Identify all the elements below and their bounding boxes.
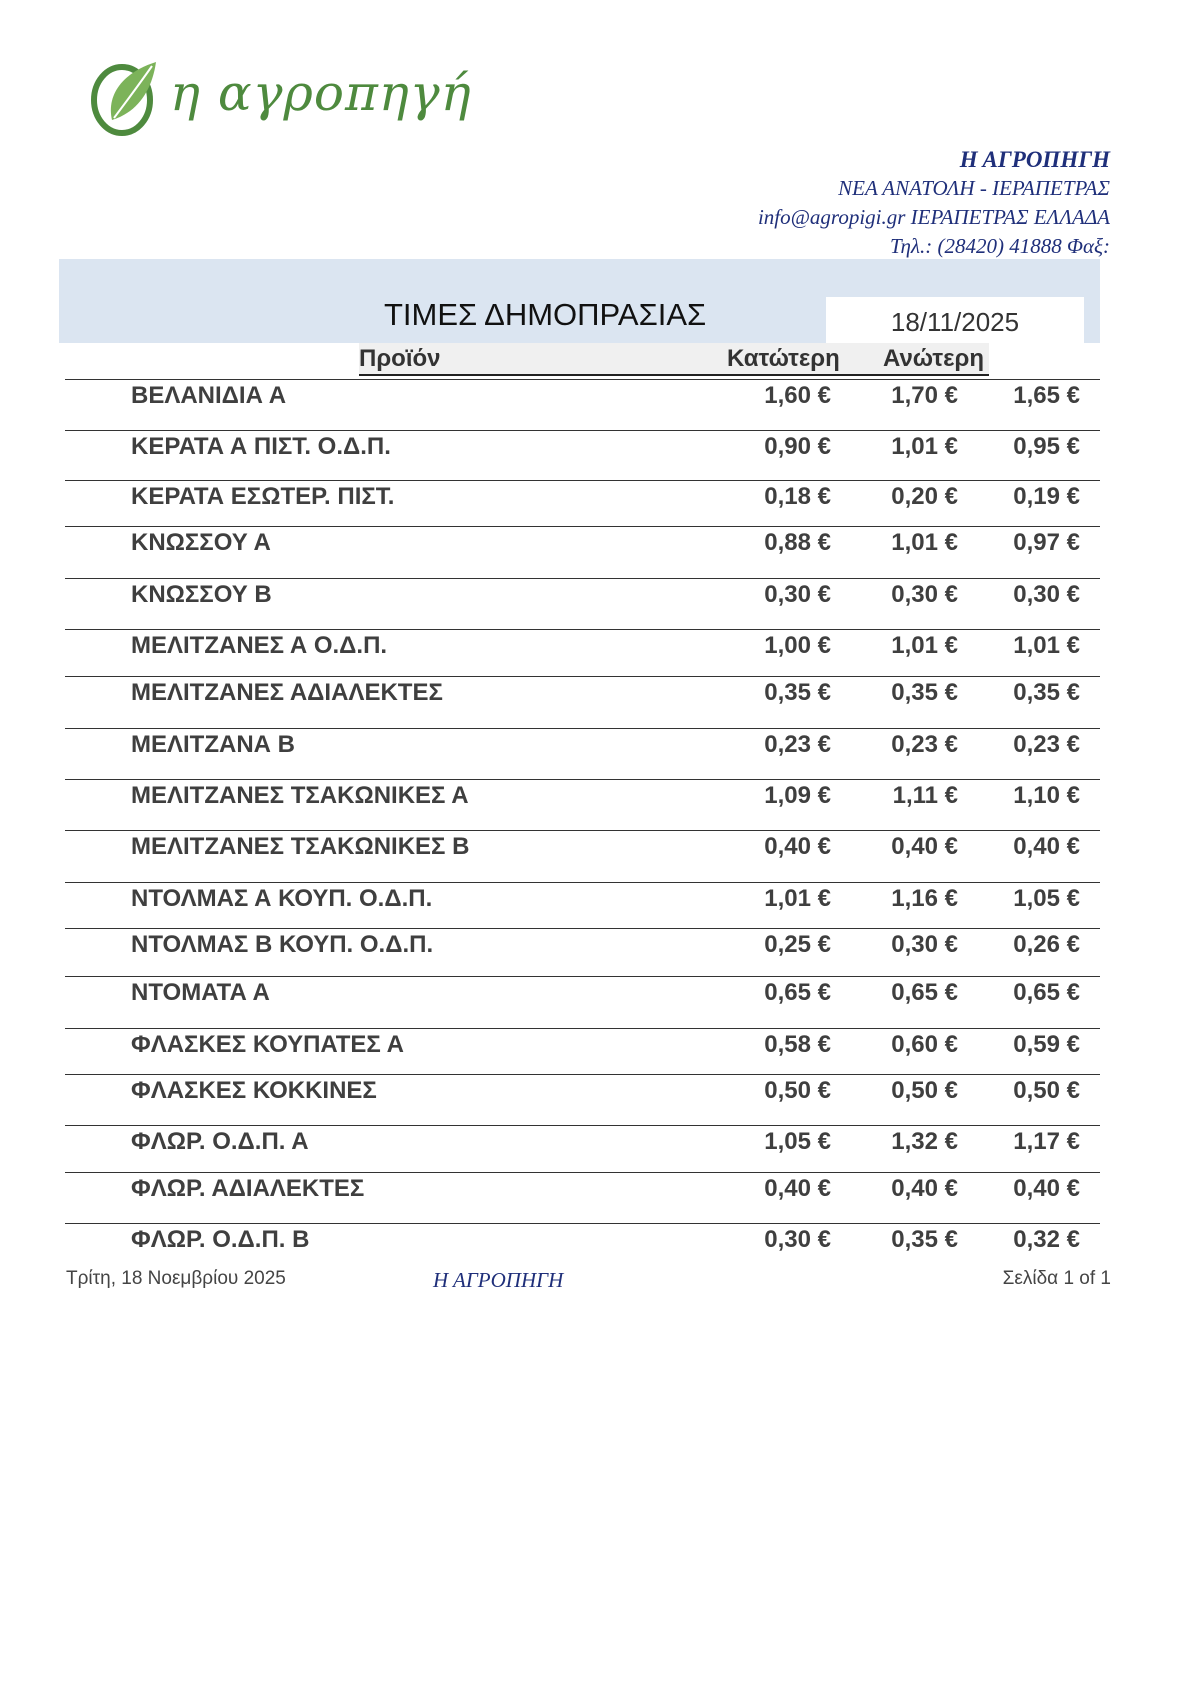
table-row [65,676,1100,729]
company-email: info@agropigi.gr ΙΕΡΑΠΕΤΡΑΣ ΕΛΛΑΔΑ [757,205,1110,229]
table-row [65,1223,1100,1268]
high-price: 0,30 € [891,931,958,958]
low-price: 0,25 € [764,931,831,958]
low-price: 1,60 € [764,382,831,409]
product-name: ΜΕΛΙΤΖΑΝΕΣ ΤΣΑΚΩΝΙΚΕΣ Β [131,833,470,860]
table-row [65,526,1100,579]
product-name: ΦΛΑΣΚΕΣ ΚΟΥΠΑΤΕΣ Α [131,1031,404,1058]
high-price: 0,50 € [891,1077,958,1104]
product-name: ΦΛΩΡ. Ο.Δ.Π. Β [131,1226,310,1253]
low-price: 0,30 € [764,581,831,608]
table-row [65,779,1100,831]
average-price: 0,50 € [1013,1077,1080,1104]
high-price: 0,60 € [891,1031,958,1058]
product-name: ΜΕΛΙΤΖΑΝΑ Β [131,731,295,758]
leaf-icon [86,54,166,140]
average-price: 0,23 € [1013,731,1080,758]
product-name: ΚΕΡΑΤΑ Α ΠΙΣΤ. Ο.Δ.Π. [131,433,391,460]
footer-date: Τρίτη, 18 Νοεμβρίου 2025 [66,1268,286,1289]
table-row [65,1074,1100,1126]
average-price: 1,17 € [1013,1128,1080,1155]
low-price: 0,18 € [764,483,831,510]
product-name: ΜΕΛΙΤΖΑΝΕΣ ΑΔΙΑΛΕΚΤΕΣ [131,679,443,706]
product-name: ΚΝΩΣΣΟΥ Α [131,529,271,556]
low-price: 0,50 € [764,1077,831,1104]
high-price: 1,01 € [891,529,958,556]
table-row [65,578,1100,630]
high-price: 0,40 € [891,833,958,860]
low-price: 1,09 € [764,782,831,809]
product-name: ΚΝΩΣΣΟΥ Β [131,581,272,608]
average-price: 0,97 € [1013,529,1080,556]
product-name: ΦΛΑΣΚΕΣ ΚΟΚΚΙΝΕΣ [131,1077,377,1104]
page-title: ΤΙΜΕΣ ΔΗΜΟΠΡΑΣΙΑΣ [384,297,707,332]
company-address: ΝΕΑ ΑΝΑΤΟΛΗ - ΙΕΡΑΠΕΤΡΑΣ [838,176,1110,200]
average-price: 0,32 € [1013,1226,1080,1253]
table-row [65,1028,1100,1075]
footer-page-number: Σελίδα 1 of 1 [1002,1268,1111,1289]
low-price: 0,40 € [764,833,831,860]
low-price: 0,58 € [764,1031,831,1058]
product-name: ΝΤΟΛΜΑΣ Β ΚΟΥΠ. Ο.Δ.Π. [131,931,434,958]
high-price: 0,35 € [891,679,958,706]
table-row [65,830,1100,883]
low-price: 0,90 € [764,433,831,460]
table-row [65,1172,1100,1224]
average-price: 1,01 € [1013,632,1080,659]
product-name: ΝΤΟΜΑΤΑ Α [131,979,270,1006]
low-price: 1,05 € [764,1128,831,1155]
high-price: 1,11 € [892,782,958,809]
low-price: 1,00 € [764,632,831,659]
low-price: 0,23 € [764,731,831,758]
table-row [65,1125,1100,1173]
footer-brand: Η ΑΓΡΟΠΗΓΗ [433,1268,564,1292]
table-row [65,882,1100,929]
table-row [65,430,1100,481]
table-row [65,629,1100,677]
average-price: 0,59 € [1013,1031,1080,1058]
company-logo [86,54,472,144]
average-price: 0,40 € [1013,1175,1080,1202]
column-header-product: Προϊόν [359,345,441,372]
high-price: 0,30 € [891,581,958,608]
high-price: 1,01 € [891,632,958,659]
average-price: 0,40 € [1013,833,1080,860]
product-name: ΒΕΛΑΝΙΔΙΑ Α [131,382,287,409]
high-price: 1,01 € [891,433,958,460]
low-price: 0,40 € [764,1175,831,1202]
high-price: 1,70 € [891,382,958,409]
auction-date: 18/11/2025 [826,297,1084,343]
table-row [65,976,1100,1029]
average-price: 0,95 € [1013,433,1080,460]
high-price: 0,23 € [891,731,958,758]
column-header-high: Ανώτερη [883,345,985,372]
high-price: 0,20 € [891,483,958,510]
low-price: 0,65 € [764,979,831,1006]
table-row [65,480,1100,527]
product-name: ΦΛΩΡ. ΑΔΙΑΛΕΚΤΕΣ [131,1175,365,1202]
average-price: 0,35 € [1013,679,1080,706]
product-name: ΜΕΛΙΤΖΑΝΕΣ Α Ο.Δ.Π. [131,632,388,659]
high-price: 0,65 € [891,979,958,1006]
product-name: ΝΤΟΛΜΑΣ Α ΚΟΥΠ. Ο.Δ.Π. [131,885,433,912]
low-price: 0,88 € [764,529,831,556]
table-row [65,728,1100,780]
low-price: 0,30 € [764,1226,831,1253]
low-price: 0,35 € [764,679,831,706]
low-price: 1,01 € [764,885,831,912]
company-info [758,146,1110,261]
high-price: 0,40 € [891,1175,958,1202]
header-divider [359,374,989,376]
average-price: 1,05 € [1013,885,1080,912]
column-header-low: Κατώτερη [727,345,840,372]
table-row [65,379,1100,431]
product-name: ΦΛΩΡ. Ο.Δ.Π. Α [131,1128,309,1155]
average-price: 1,10 € [1013,782,1080,809]
average-price: 0,65 € [1013,979,1080,1006]
average-price: 0,30 € [1013,581,1080,608]
high-price: 1,32 € [891,1128,958,1155]
company-phone: Τηλ.: (28420) 41888 Φαξ: [889,234,1110,258]
high-price: 0,35 € [891,1226,958,1253]
average-price: 0,19 € [1013,483,1080,510]
high-price: 1,16 € [891,885,958,912]
average-price: 0,26 € [1013,931,1080,958]
product-name: ΜΕΛΙΤΖΑΝΕΣ ΤΣΑΚΩΝΙΚΕΣ Α [131,782,469,809]
product-name: ΚΕΡΑΤΑ ΕΣΩΤΕΡ. ΠΙΣΤ. [131,483,395,510]
logo-text: η αγροπηγή [170,64,472,122]
company-name: Η ΑΓΡΟΠΗΓΗ [959,147,1110,172]
table-row [65,928,1100,977]
average-price: 1,65 € [1013,382,1080,409]
